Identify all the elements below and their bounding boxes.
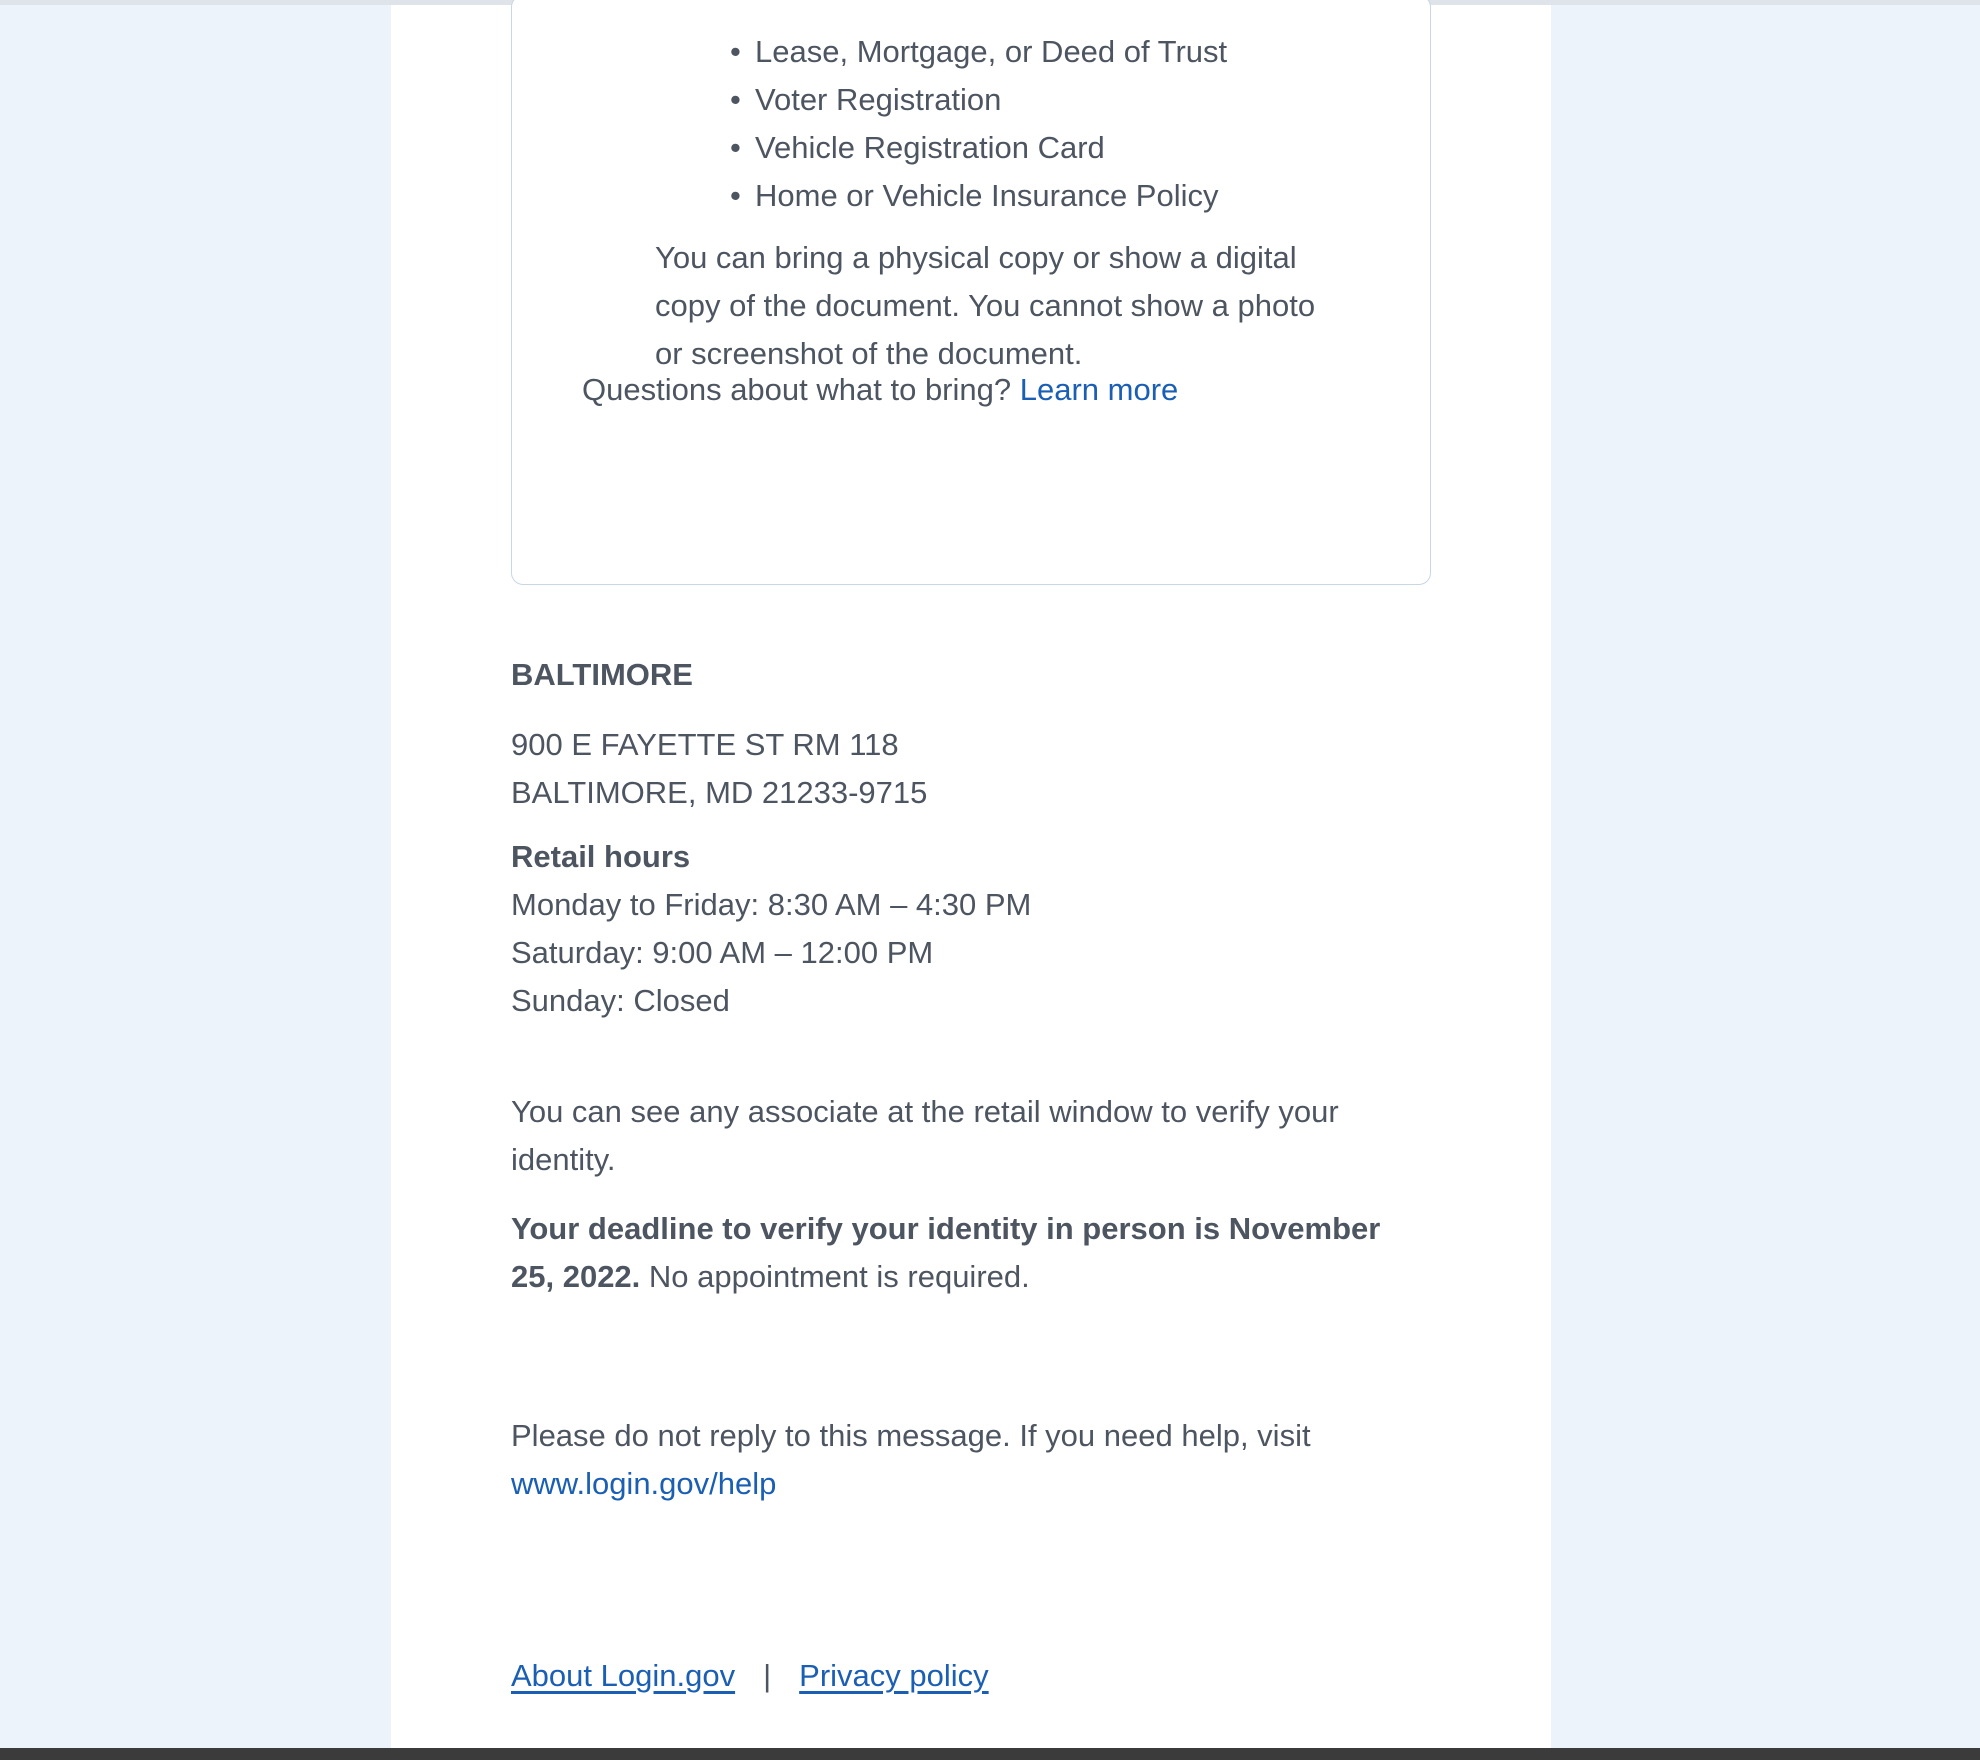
hours-saturday: Saturday: 9:00 AM – 12:00 PM bbox=[511, 935, 934, 970]
deadline-bold: Your deadline to verify your identity in person is November 25, 2022. bbox=[511, 1211, 1381, 1294]
email-body bbox=[391, 5, 1551, 1748]
hours-sunday: Sunday: Closed bbox=[511, 983, 730, 1018]
address-line: BALTIMORE, MD 21233-9715 bbox=[511, 775, 928, 810]
copy-note-line: You can bring a physical copy or show a digital bbox=[655, 240, 1297, 275]
deadline-note bbox=[511, 1205, 1431, 1301]
accepted-documents-list bbox=[727, 28, 1227, 220]
deadline-normal: No appointment is required. bbox=[640, 1259, 1030, 1294]
questions-text: Questions about what to bring? bbox=[582, 372, 1020, 407]
bullet-icon: • bbox=[730, 178, 741, 213]
questions-prompt bbox=[582, 366, 1178, 414]
document-label: Home or Vehicle Insurance Policy bbox=[755, 178, 1219, 213]
document-label: Lease, Mortgage, or Deed of Trust bbox=[755, 34, 1228, 69]
bullet-icon: • bbox=[730, 34, 741, 69]
footer-separator: | bbox=[763, 1658, 772, 1693]
help-note bbox=[511, 1412, 1411, 1508]
copy-note-line: copy of the document. You cannot show a photo bbox=[655, 288, 1316, 323]
help-text: Please do not reply to this message. If you need help, visit bbox=[511, 1418, 1311, 1453]
retail-hours-title: Retail hours bbox=[511, 839, 691, 874]
document-label: Vehicle Registration Card bbox=[755, 130, 1105, 165]
copy-note-line: or screenshot of the document. bbox=[655, 336, 1083, 371]
address-line: 900 E FAYETTE ST RM 118 bbox=[511, 727, 899, 762]
hours-weekday: Monday to Friday: 8:30 AM – 4:30 PM bbox=[511, 887, 1032, 922]
document-label: Voter Registration bbox=[755, 82, 1002, 117]
what-to-bring-card bbox=[511, 0, 1431, 585]
list-item bbox=[727, 28, 1227, 76]
bottom-status-bar bbox=[0, 1748, 1980, 1760]
location-name: BALTIMORE bbox=[511, 657, 693, 692]
learn-more-link[interactable]: Learn more bbox=[1019, 372, 1179, 407]
about-login-link[interactable]: About Login.gov bbox=[511, 1658, 736, 1693]
location-address bbox=[511, 721, 927, 817]
bullet-icon: • bbox=[730, 82, 741, 117]
list-item bbox=[727, 76, 1227, 124]
list-item bbox=[727, 172, 1227, 220]
help-link[interactable]: www.login.gov/help bbox=[511, 1466, 777, 1501]
privacy-policy-link[interactable]: Privacy policy bbox=[799, 1658, 989, 1693]
copy-note bbox=[655, 234, 1375, 378]
footer-links bbox=[511, 1652, 989, 1700]
retail-hours bbox=[511, 881, 1031, 1025]
list-item bbox=[727, 124, 1227, 172]
bullet-icon: • bbox=[730, 130, 741, 165]
associate-note: You can see any associate at the retail window to verify your identity. bbox=[511, 1094, 1339, 1177]
